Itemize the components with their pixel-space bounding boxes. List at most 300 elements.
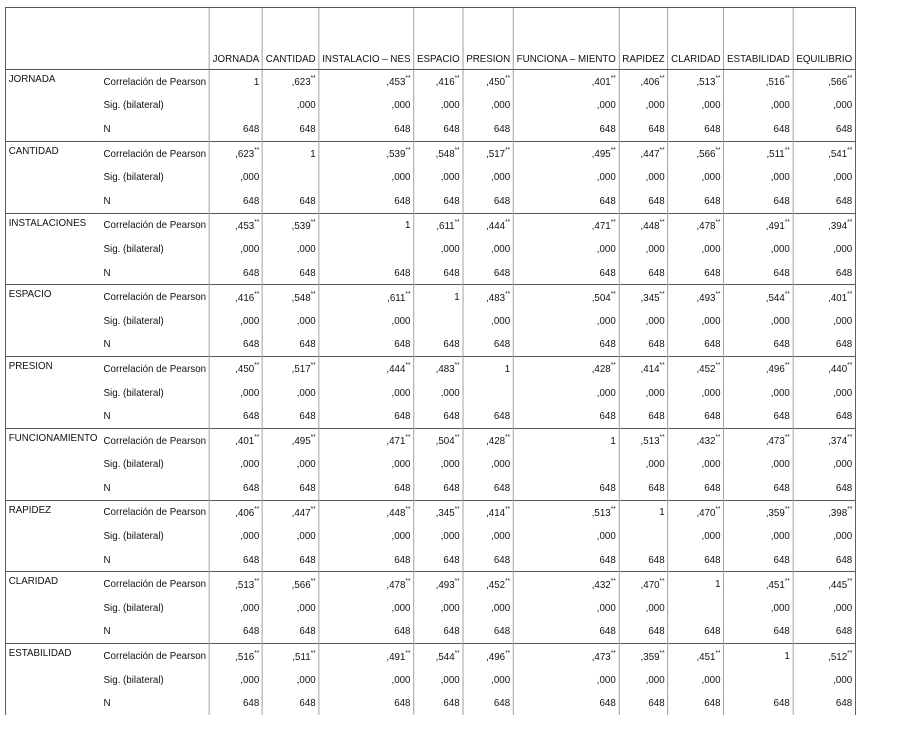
value-cell bbox=[668, 668, 724, 692]
cell-value: 648 bbox=[242, 553, 260, 566]
cell-value: ,473 bbox=[765, 435, 785, 448]
significance-mark: ** bbox=[610, 290, 616, 298]
value-cell bbox=[463, 548, 513, 572]
value-cell bbox=[463, 285, 513, 309]
column-header: EQUILIBRIO bbox=[793, 8, 855, 70]
table-row bbox=[5, 141, 855, 165]
cell-value: ,000 bbox=[296, 314, 316, 327]
cell-value: 648 bbox=[648, 481, 665, 494]
value-cell bbox=[513, 94, 619, 118]
value-cell bbox=[414, 596, 463, 620]
cell-value: 648 bbox=[648, 625, 665, 638]
significance-mark: ** bbox=[715, 218, 721, 226]
cell-value: ,000 bbox=[645, 314, 665, 327]
value-cell bbox=[668, 94, 724, 118]
cell-value: 648 bbox=[242, 481, 260, 494]
cell-value: 648 bbox=[394, 625, 411, 638]
cell-value: ,513 bbox=[640, 435, 660, 448]
value-cell bbox=[463, 70, 513, 94]
cell-value: ,495 bbox=[591, 148, 611, 161]
significance-mark: ** bbox=[610, 75, 616, 83]
value-cell bbox=[263, 548, 319, 572]
cell-value: ,000 bbox=[833, 458, 853, 471]
significance-mark: ** bbox=[784, 434, 790, 442]
cell-value: 648 bbox=[242, 625, 260, 638]
significance-mark: ** bbox=[715, 649, 721, 657]
cell-value: 648 bbox=[394, 122, 411, 135]
cell-value: ,000 bbox=[240, 314, 260, 327]
cell-value: 1 bbox=[715, 578, 721, 591]
table-row bbox=[5, 548, 855, 572]
cell-value: ,611 bbox=[387, 291, 406, 304]
value-cell bbox=[793, 357, 855, 381]
value-cell bbox=[263, 691, 319, 715]
cell-value: 648 bbox=[299, 338, 316, 351]
cell-value: ,394 bbox=[828, 219, 848, 232]
cell-value: ,000 bbox=[701, 673, 721, 686]
statistic-label: Correlación de Pearson bbox=[101, 357, 210, 381]
significance-mark: ** bbox=[454, 505, 460, 513]
cell-value: ,428 bbox=[591, 363, 611, 376]
column-header: CANTIDAD bbox=[263, 8, 319, 70]
value-cell bbox=[263, 237, 319, 261]
value-cell bbox=[463, 572, 513, 596]
cell-value: 648 bbox=[835, 338, 853, 351]
cell-value: ,452 bbox=[486, 578, 506, 591]
value-cell bbox=[319, 189, 414, 213]
significance-mark: ** bbox=[610, 505, 616, 513]
cell-value: 648 bbox=[493, 122, 511, 135]
value-cell bbox=[319, 165, 414, 189]
cell-value: ,000 bbox=[701, 314, 721, 327]
cell-value: ,513 bbox=[235, 578, 255, 591]
value-cell bbox=[668, 309, 724, 333]
significance-mark: ** bbox=[610, 218, 616, 226]
cell-value: ,000 bbox=[491, 530, 511, 543]
value-cell bbox=[319, 453, 414, 477]
value-cell bbox=[209, 70, 262, 94]
value-cell bbox=[619, 476, 668, 500]
value-cell bbox=[263, 668, 319, 692]
value-cell bbox=[724, 309, 793, 333]
significance-mark: ** bbox=[454, 649, 460, 657]
significance-mark: ** bbox=[715, 147, 721, 155]
variable-label: RAPIDEZ bbox=[5, 500, 100, 572]
value-cell bbox=[668, 500, 724, 524]
cell-value: ,451 bbox=[765, 578, 785, 591]
cell-value: ,000 bbox=[240, 530, 260, 543]
value-cell bbox=[619, 70, 668, 94]
value-cell bbox=[414, 476, 463, 500]
table-row bbox=[5, 70, 855, 94]
cell-value: ,000 bbox=[701, 458, 721, 471]
significance-mark: ** bbox=[784, 75, 790, 83]
cell-value: ,000 bbox=[833, 171, 853, 184]
cell-value: 648 bbox=[493, 266, 511, 279]
cell-value: ,432 bbox=[696, 435, 716, 448]
cell-value: ,548 bbox=[435, 148, 455, 161]
value-cell bbox=[793, 237, 855, 261]
value-cell bbox=[319, 309, 414, 333]
table-row bbox=[5, 309, 855, 333]
value-cell bbox=[263, 261, 319, 285]
value-cell bbox=[793, 117, 855, 141]
value-cell bbox=[724, 94, 793, 118]
statistic-label: Correlación de Pearson bbox=[101, 644, 210, 668]
statistic-label: Sig. (bilateral) bbox=[103, 458, 164, 471]
value-cell bbox=[319, 691, 414, 715]
value-cell bbox=[319, 668, 414, 692]
value-cell bbox=[668, 404, 724, 428]
cell-value: 648 bbox=[299, 697, 316, 710]
table-row bbox=[5, 285, 855, 309]
statistic-label: N bbox=[103, 481, 111, 494]
value-cell bbox=[414, 94, 463, 118]
value-cell bbox=[263, 500, 319, 524]
significance-mark: ** bbox=[610, 362, 616, 370]
value-cell bbox=[619, 691, 668, 715]
significance-mark: ** bbox=[405, 75, 411, 83]
value-cell bbox=[463, 261, 513, 285]
value-cell bbox=[414, 333, 463, 357]
cell-value: ,000 bbox=[391, 601, 411, 614]
value-cell bbox=[513, 548, 619, 572]
significance-mark: ** bbox=[505, 290, 511, 298]
significance-mark: ** bbox=[454, 147, 460, 155]
significance-mark: ** bbox=[405, 577, 411, 585]
statistic-label: Sig. (bilateral) bbox=[103, 386, 164, 399]
cell-value: ,453 bbox=[235, 219, 255, 232]
cell-value: 648 bbox=[648, 553, 665, 566]
value-cell bbox=[724, 596, 793, 620]
cell-value: ,414 bbox=[640, 363, 660, 376]
cell-value: ,566 bbox=[696, 148, 716, 161]
cell-value: ,000 bbox=[596, 99, 616, 112]
column-header: JORNADA bbox=[209, 8, 262, 70]
cell-value: ,548 bbox=[291, 291, 311, 304]
cell-value: 648 bbox=[599, 194, 616, 207]
value-cell bbox=[319, 500, 414, 524]
cell-value: ,000 bbox=[491, 673, 511, 686]
value-cell bbox=[793, 94, 855, 118]
cell-value: 648 bbox=[443, 481, 460, 494]
value-cell bbox=[209, 691, 262, 715]
cell-value: 648 bbox=[443, 194, 460, 207]
value-cell bbox=[209, 500, 262, 524]
value-cell bbox=[724, 141, 793, 165]
cell-value: 648 bbox=[493, 410, 511, 423]
value-cell bbox=[724, 453, 793, 477]
statistic-label: N bbox=[103, 697, 111, 710]
cell-value: 648 bbox=[493, 194, 511, 207]
value-cell bbox=[619, 165, 668, 189]
cell-value: ,000 bbox=[296, 386, 316, 399]
value-cell bbox=[209, 213, 262, 237]
cell-value: 648 bbox=[648, 266, 665, 279]
cell-value: ,544 bbox=[765, 291, 785, 304]
value-cell bbox=[513, 237, 619, 261]
value-cell bbox=[263, 620, 319, 644]
value-cell bbox=[414, 70, 463, 94]
value-cell bbox=[319, 94, 414, 118]
value-cell bbox=[793, 70, 855, 94]
cell-value: 648 bbox=[835, 625, 853, 638]
significance-mark: ** bbox=[310, 218, 316, 226]
cell-value: ,398 bbox=[828, 506, 848, 519]
value-cell bbox=[463, 237, 513, 261]
value-cell bbox=[319, 620, 414, 644]
significance-mark: ** bbox=[405, 290, 411, 298]
value-cell bbox=[513, 261, 619, 285]
cell-value: 648 bbox=[773, 697, 790, 710]
value-cell bbox=[668, 237, 724, 261]
significance-mark: ** bbox=[505, 577, 511, 585]
cell-value: ,000 bbox=[296, 242, 316, 255]
value-cell bbox=[319, 428, 414, 452]
value-cell bbox=[619, 141, 668, 165]
table-row bbox=[5, 117, 855, 141]
cell-value: ,000 bbox=[596, 530, 616, 543]
value-cell bbox=[263, 309, 319, 333]
value-cell bbox=[319, 70, 414, 94]
cell-value: ,445 bbox=[828, 578, 848, 591]
cell-value: ,448 bbox=[386, 506, 406, 519]
cell-value: 648 bbox=[599, 410, 616, 423]
table-row bbox=[5, 404, 855, 428]
cell-value: 1 bbox=[405, 219, 411, 232]
cell-value: 648 bbox=[493, 338, 511, 351]
cell-value: ,513 bbox=[696, 76, 716, 89]
cell-value: 648 bbox=[773, 625, 790, 638]
cell-value: ,416 bbox=[235, 291, 255, 304]
value-cell bbox=[668, 596, 724, 620]
cell-value: ,000 bbox=[240, 242, 260, 255]
value-cell bbox=[668, 213, 724, 237]
cell-value: ,000 bbox=[701, 386, 721, 399]
cell-value: 648 bbox=[704, 338, 721, 351]
statistic-label: N bbox=[103, 410, 111, 423]
value-cell bbox=[209, 189, 262, 213]
cell-value: 648 bbox=[599, 338, 616, 351]
statistic-label: Correlación de Pearson bbox=[101, 500, 210, 524]
value-cell bbox=[414, 237, 463, 261]
cell-value: ,450 bbox=[486, 76, 506, 89]
value-cell bbox=[414, 285, 463, 309]
statistic-label: Sig. (bilateral) bbox=[103, 673, 164, 686]
cell-value: ,000 bbox=[701, 171, 721, 184]
value-cell bbox=[463, 404, 513, 428]
value-cell bbox=[668, 476, 724, 500]
cell-value: 648 bbox=[773, 338, 790, 351]
value-cell bbox=[724, 548, 793, 572]
cell-value: ,000 bbox=[491, 99, 511, 112]
significance-mark: ** bbox=[847, 505, 853, 513]
value-cell bbox=[793, 309, 855, 333]
value-cell bbox=[668, 117, 724, 141]
column-header: FUNCIONA – MIENTO bbox=[513, 8, 619, 70]
significance-mark: ** bbox=[310, 577, 316, 585]
statistic-label: Sig. (bilateral) bbox=[103, 171, 164, 184]
value-cell bbox=[209, 309, 262, 333]
value-cell bbox=[668, 644, 724, 668]
cell-value: ,452 bbox=[696, 363, 716, 376]
value-cell bbox=[668, 189, 724, 213]
significance-mark: ** bbox=[454, 75, 460, 83]
significance-mark: ** bbox=[310, 434, 316, 442]
cell-value: ,483 bbox=[435, 363, 455, 376]
column-header: ESPACIO bbox=[414, 8, 463, 70]
value-cell bbox=[414, 572, 463, 596]
value-cell bbox=[209, 428, 262, 452]
value-cell bbox=[668, 141, 724, 165]
cell-value: ,414 bbox=[486, 506, 506, 519]
cell-value: ,000 bbox=[833, 242, 853, 255]
value-cell bbox=[668, 428, 724, 452]
table-row bbox=[5, 453, 855, 477]
cell-value: ,473 bbox=[591, 650, 611, 663]
value-cell bbox=[793, 620, 855, 644]
cell-value: ,000 bbox=[596, 171, 616, 184]
cell-value: 648 bbox=[704, 553, 721, 566]
statistic-label: Correlación de Pearson bbox=[101, 428, 210, 452]
value-cell bbox=[513, 333, 619, 357]
value-cell bbox=[513, 357, 619, 381]
value-cell bbox=[263, 285, 319, 309]
cell-value: ,517 bbox=[291, 363, 311, 376]
significance-mark: ** bbox=[610, 577, 616, 585]
column-header: CLARIDAD bbox=[668, 8, 724, 70]
value-cell bbox=[463, 453, 513, 477]
value-cell bbox=[463, 476, 513, 500]
variable-label: JORNADA bbox=[5, 70, 100, 142]
cell-value: ,478 bbox=[386, 578, 406, 591]
value-cell bbox=[619, 357, 668, 381]
value-cell bbox=[463, 691, 513, 715]
value-cell bbox=[724, 500, 793, 524]
table-row bbox=[5, 572, 855, 596]
cell-value: ,000 bbox=[296, 530, 316, 543]
value-cell bbox=[793, 404, 855, 428]
value-cell bbox=[513, 117, 619, 141]
cell-value: ,000 bbox=[391, 171, 411, 184]
statistic-label: N bbox=[103, 266, 111, 279]
value-cell bbox=[414, 548, 463, 572]
cell-value: 648 bbox=[493, 481, 511, 494]
value-cell bbox=[263, 141, 319, 165]
header-row bbox=[5, 8, 855, 70]
table-row bbox=[5, 165, 855, 189]
value-cell bbox=[793, 261, 855, 285]
value-cell bbox=[209, 668, 262, 692]
value-cell bbox=[668, 285, 724, 309]
cell-value: ,401 bbox=[828, 291, 848, 304]
cell-value: 648 bbox=[299, 625, 316, 638]
value-cell bbox=[263, 189, 319, 213]
cell-value: ,000 bbox=[391, 386, 411, 399]
value-cell bbox=[463, 644, 513, 668]
cell-value: 648 bbox=[242, 410, 260, 423]
cell-value: 648 bbox=[599, 122, 616, 135]
value-cell bbox=[724, 644, 793, 668]
value-cell bbox=[513, 668, 619, 692]
significance-mark: ** bbox=[505, 218, 511, 226]
statistic-label: N bbox=[103, 625, 111, 638]
value-cell bbox=[513, 691, 619, 715]
value-cell bbox=[209, 117, 262, 141]
cell-value: 648 bbox=[704, 194, 721, 207]
value-cell bbox=[513, 596, 619, 620]
significance-mark: ** bbox=[715, 75, 721, 83]
cell-value: ,448 bbox=[640, 219, 660, 232]
value-cell bbox=[793, 428, 855, 452]
cell-value: ,511 bbox=[292, 650, 311, 663]
statistic-label: Sig. (bilateral) bbox=[103, 530, 164, 543]
value-cell bbox=[668, 620, 724, 644]
cell-value: 1 bbox=[454, 291, 460, 304]
cell-value: ,000 bbox=[440, 458, 460, 471]
cell-value: ,000 bbox=[596, 242, 616, 255]
value-cell bbox=[414, 381, 463, 405]
cell-value: 648 bbox=[599, 553, 616, 566]
cell-value: ,000 bbox=[645, 673, 665, 686]
value-cell bbox=[209, 404, 262, 428]
statistic-label: Correlación de Pearson bbox=[101, 141, 210, 165]
value-cell bbox=[668, 261, 724, 285]
cell-value: 648 bbox=[704, 697, 721, 710]
value-cell bbox=[209, 261, 262, 285]
value-cell bbox=[619, 644, 668, 668]
cell-value: ,000 bbox=[701, 242, 721, 255]
value-cell bbox=[724, 691, 793, 715]
table-row bbox=[5, 189, 855, 213]
value-cell bbox=[319, 117, 414, 141]
value-cell bbox=[319, 213, 414, 237]
cell-value: 1 bbox=[659, 506, 665, 519]
cell-value: 648 bbox=[773, 266, 790, 279]
cell-value: ,359 bbox=[765, 506, 785, 519]
cell-value: 648 bbox=[493, 553, 511, 566]
value-cell bbox=[414, 428, 463, 452]
table-row bbox=[5, 691, 855, 715]
variable-label: ESTABILIDAD bbox=[5, 644, 100, 715]
value-cell bbox=[513, 165, 619, 189]
cell-value: ,000 bbox=[770, 458, 790, 471]
cell-value: ,512 bbox=[828, 650, 848, 663]
cell-value: ,000 bbox=[645, 458, 665, 471]
significance-mark: ** bbox=[254, 434, 260, 442]
significance-mark: ** bbox=[610, 147, 616, 155]
cell-value: 648 bbox=[299, 122, 316, 135]
value-cell bbox=[319, 261, 414, 285]
cell-value: ,000 bbox=[440, 601, 460, 614]
value-cell bbox=[513, 141, 619, 165]
correlation-table-container bbox=[5, 7, 920, 715]
cell-value: ,000 bbox=[296, 601, 316, 614]
value-cell bbox=[668, 165, 724, 189]
value-cell bbox=[414, 213, 463, 237]
value-cell bbox=[724, 404, 793, 428]
cell-value: 648 bbox=[443, 553, 460, 566]
value-cell bbox=[513, 285, 619, 309]
value-cell bbox=[319, 381, 414, 405]
cell-value: ,416 bbox=[435, 76, 455, 89]
cell-value: 648 bbox=[242, 266, 260, 279]
cell-value: ,491 bbox=[765, 219, 785, 232]
value-cell bbox=[414, 141, 463, 165]
cell-value: 648 bbox=[835, 553, 853, 566]
cell-value: 648 bbox=[443, 697, 460, 710]
value-cell bbox=[619, 237, 668, 261]
